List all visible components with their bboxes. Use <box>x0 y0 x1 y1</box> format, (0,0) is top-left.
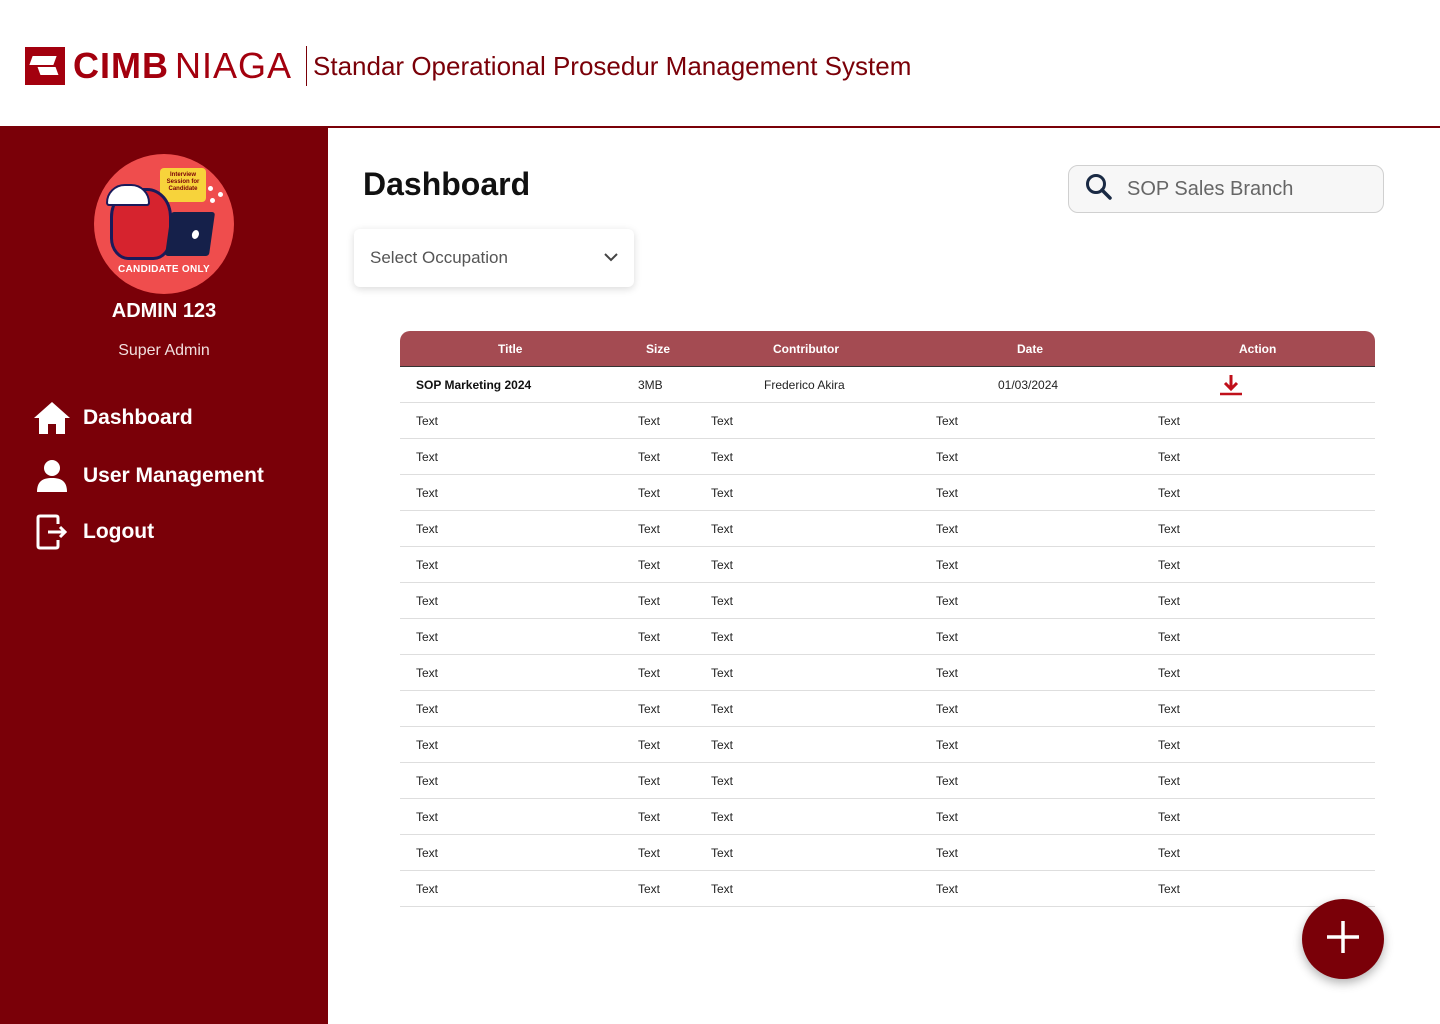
cell-action: Text <box>1158 450 1181 464</box>
table-body <box>400 403 1375 907</box>
table-row[interactable] <box>400 799 1375 835</box>
brand-logo[interactable] <box>25 45 911 87</box>
cell-action: Text <box>1158 558 1181 572</box>
cell-size: Text <box>638 630 661 644</box>
app-header <box>0 0 1440 128</box>
cell-action: Text <box>1158 846 1181 860</box>
cell-title: Text <box>416 558 439 572</box>
row-size: 3MB <box>638 378 663 392</box>
cell-contributor: Text <box>711 738 734 752</box>
cell-date: Text <box>936 594 959 608</box>
sidebar-item-label: Dashboard <box>83 406 193 429</box>
cell-contributor: Text <box>711 450 734 464</box>
search-icon <box>1085 173 1113 206</box>
table-row[interactable] <box>400 367 1375 403</box>
app-title: Standar Operational Prosedur Management System <box>313 50 912 81</box>
column-header-contributor[interactable]: Contributor <box>773 342 839 356</box>
dots-decoration <box>206 184 226 204</box>
sidebar-item-label: User Management <box>83 464 264 487</box>
cell-size: Text <box>638 846 661 860</box>
cell-title: Text <box>416 666 439 680</box>
occupation-select-value: Select Occupation <box>370 248 508 267</box>
cell-contributor: Text <box>711 702 734 716</box>
cell-date: Text <box>936 702 959 716</box>
cell-date: Text <box>936 486 959 500</box>
occupation-select[interactable] <box>354 229 634 287</box>
cell-title: Text <box>416 882 439 896</box>
sidebar-item-dashboard[interactable] <box>32 400 193 436</box>
plus-icon <box>1325 919 1361 960</box>
table-row[interactable] <box>400 835 1375 871</box>
cell-title: Text <box>416 846 439 860</box>
laptop-icon <box>165 212 215 256</box>
brand-name-primary: CIMB <box>73 45 169 86</box>
cell-date: Text <box>936 846 959 860</box>
table-row[interactable] <box>400 655 1375 691</box>
cell-title: Text <box>416 450 439 464</box>
brand-name-secondary: NIAGA <box>175 45 293 86</box>
cell-date: Text <box>936 810 959 824</box>
avatar-badge: Interview Session for Candidate <box>160 168 206 202</box>
cell-action: Text <box>1158 702 1181 716</box>
cell-contributor: Text <box>711 810 734 824</box>
cell-size: Text <box>638 558 661 572</box>
cell-size: Text <box>638 666 661 680</box>
table-row[interactable] <box>400 475 1375 511</box>
row-title: SOP Marketing 2024 <box>416 378 532 392</box>
sidebar-item-user-management[interactable] <box>32 458 264 494</box>
cell-size: Text <box>638 810 661 824</box>
table-row[interactable] <box>400 691 1375 727</box>
cell-action: Text <box>1158 882 1181 896</box>
cell-title: Text <box>416 738 439 752</box>
cell-action: Text <box>1158 414 1181 428</box>
sop-table <box>400 331 1375 907</box>
table-row[interactable] <box>400 547 1375 583</box>
cell-date: Text <box>936 630 959 644</box>
cell-size: Text <box>638 738 661 752</box>
sidebar-item-label: Logout <box>83 520 155 543</box>
cell-size: Text <box>638 594 661 608</box>
user-name: ADMIN 123 <box>111 300 217 322</box>
sidebar <box>0 128 328 1024</box>
cell-size: Text <box>638 522 661 536</box>
cell-action: Text <box>1158 594 1181 608</box>
search-input[interactable] <box>1127 178 1367 201</box>
column-header-title[interactable]: Title <box>498 342 523 356</box>
table-row[interactable] <box>400 871 1375 907</box>
cell-contributor: Text <box>711 486 734 500</box>
cell-size: Text <box>638 450 661 464</box>
cimb-logo-mark-icon <box>25 47 65 85</box>
cell-contributor: Text <box>711 522 734 536</box>
column-header-action: Action <box>1239 342 1277 356</box>
cell-date: Text <box>936 450 959 464</box>
row-contributor: Frederico Akira <box>764 378 845 392</box>
cell-date: Text <box>936 738 959 752</box>
table-header <box>400 331 1375 367</box>
cell-contributor: Text <box>711 882 734 896</box>
column-header-date[interactable]: Date <box>1017 342 1044 356</box>
download-icon[interactable] <box>1219 373 1243 397</box>
table-row[interactable] <box>400 583 1375 619</box>
cell-date: Text <box>936 522 959 536</box>
cell-title: Text <box>416 414 439 428</box>
cell-contributor: Text <box>711 414 734 428</box>
table-row[interactable] <box>400 727 1375 763</box>
row-date: 01/03/2024 <box>998 378 1059 392</box>
user-icon <box>32 458 72 494</box>
table-row[interactable] <box>400 403 1375 439</box>
cell-title: Text <box>416 522 439 536</box>
cell-size: Text <box>638 414 661 428</box>
page-title: Dashboard <box>363 166 531 202</box>
cell-contributor: Text <box>711 846 734 860</box>
table-row[interactable] <box>400 619 1375 655</box>
cell-action: Text <box>1158 486 1181 500</box>
cell-action: Text <box>1158 630 1181 644</box>
user-role: Super Admin <box>118 342 210 359</box>
cell-date: Text <box>936 414 959 428</box>
home-icon <box>32 400 72 436</box>
column-header-size[interactable]: Size <box>646 342 671 356</box>
cell-title: Text <box>416 774 439 788</box>
cell-contributor: Text <box>711 666 734 680</box>
cell-size: Text <box>638 882 661 896</box>
sidebar-item-logout[interactable] <box>32 514 154 550</box>
cell-contributor: Text <box>711 594 734 608</box>
cell-title: Text <box>416 630 439 644</box>
avatar[interactable] <box>94 154 234 294</box>
cell-size: Text <box>638 774 661 788</box>
cell-size: Text <box>638 486 661 500</box>
table-row[interactable] <box>400 439 1375 475</box>
cell-contributor: Text <box>711 774 734 788</box>
cell-date: Text <box>936 774 959 788</box>
cell-action: Text <box>1158 522 1181 536</box>
table-row[interactable] <box>400 511 1375 547</box>
chevron-down-icon <box>604 249 618 267</box>
cell-action: Text <box>1158 774 1181 788</box>
cell-contributor: Text <box>711 630 734 644</box>
cell-title: Text <box>416 810 439 824</box>
logout-icon <box>32 514 72 550</box>
cell-date: Text <box>936 558 959 572</box>
cell-action: Text <box>1158 738 1181 752</box>
cell-action: Text <box>1158 666 1181 680</box>
cell-size: Text <box>638 702 661 716</box>
table-row[interactable] <box>400 763 1375 799</box>
avatar-caption: CANDIDATE ONLY <box>118 264 210 275</box>
cell-title: Text <box>416 702 439 716</box>
cell-contributor: Text <box>711 558 734 572</box>
search-box[interactable] <box>1068 165 1384 213</box>
cell-date: Text <box>936 666 959 680</box>
add-sop-button[interactable] <box>1302 899 1384 979</box>
cell-date: Text <box>936 882 959 896</box>
cell-action: Text <box>1158 810 1181 824</box>
header-divider <box>306 46 307 86</box>
cell-title: Text <box>416 486 439 500</box>
cell-title: Text <box>416 594 439 608</box>
